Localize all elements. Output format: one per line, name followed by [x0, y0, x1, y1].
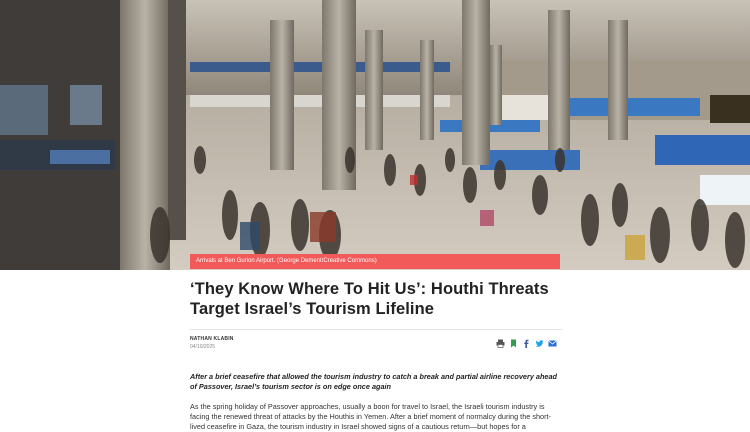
share-toolbar: [496, 338, 557, 348]
print-icon[interactable]: [496, 339, 505, 348]
article-body: As the spring holiday of Passover approaches, usually a boon for travel to Israel, the Israeli tourism industry is facing the renewed threat of attacks by the Houthis in Yemen. After a brief moment of normalcy during the short-lived ceasefire in Gaza, the tourism industry in Israel showed signs of a cautious return—but hopes for a: [190, 402, 551, 431]
publish-date: 04/10/2025: [190, 344, 216, 350]
author-name[interactable]: NATHAN KLABIN: [190, 336, 234, 342]
article-title: ‘They Know Where To Hit Us’: Houthi Threats Target Israel’s Tourism Lifeline: [190, 280, 549, 318]
email-icon[interactable]: [548, 339, 557, 348]
facebook-icon[interactable]: [522, 339, 531, 348]
divider: [190, 329, 562, 330]
twitter-icon[interactable]: [535, 339, 544, 348]
bookmark-icon[interactable]: [509, 339, 518, 348]
article-lead: After a brief ceasefire that allowed the tourism industry to catch a break and partial airline recovery ahead of Passover, Israel’s tourism sector is on edge once again: [190, 372, 557, 391]
image-caption: Arrivals at Ben Gurion Airport. (George Dement/Creative Commons): [190, 254, 560, 269]
